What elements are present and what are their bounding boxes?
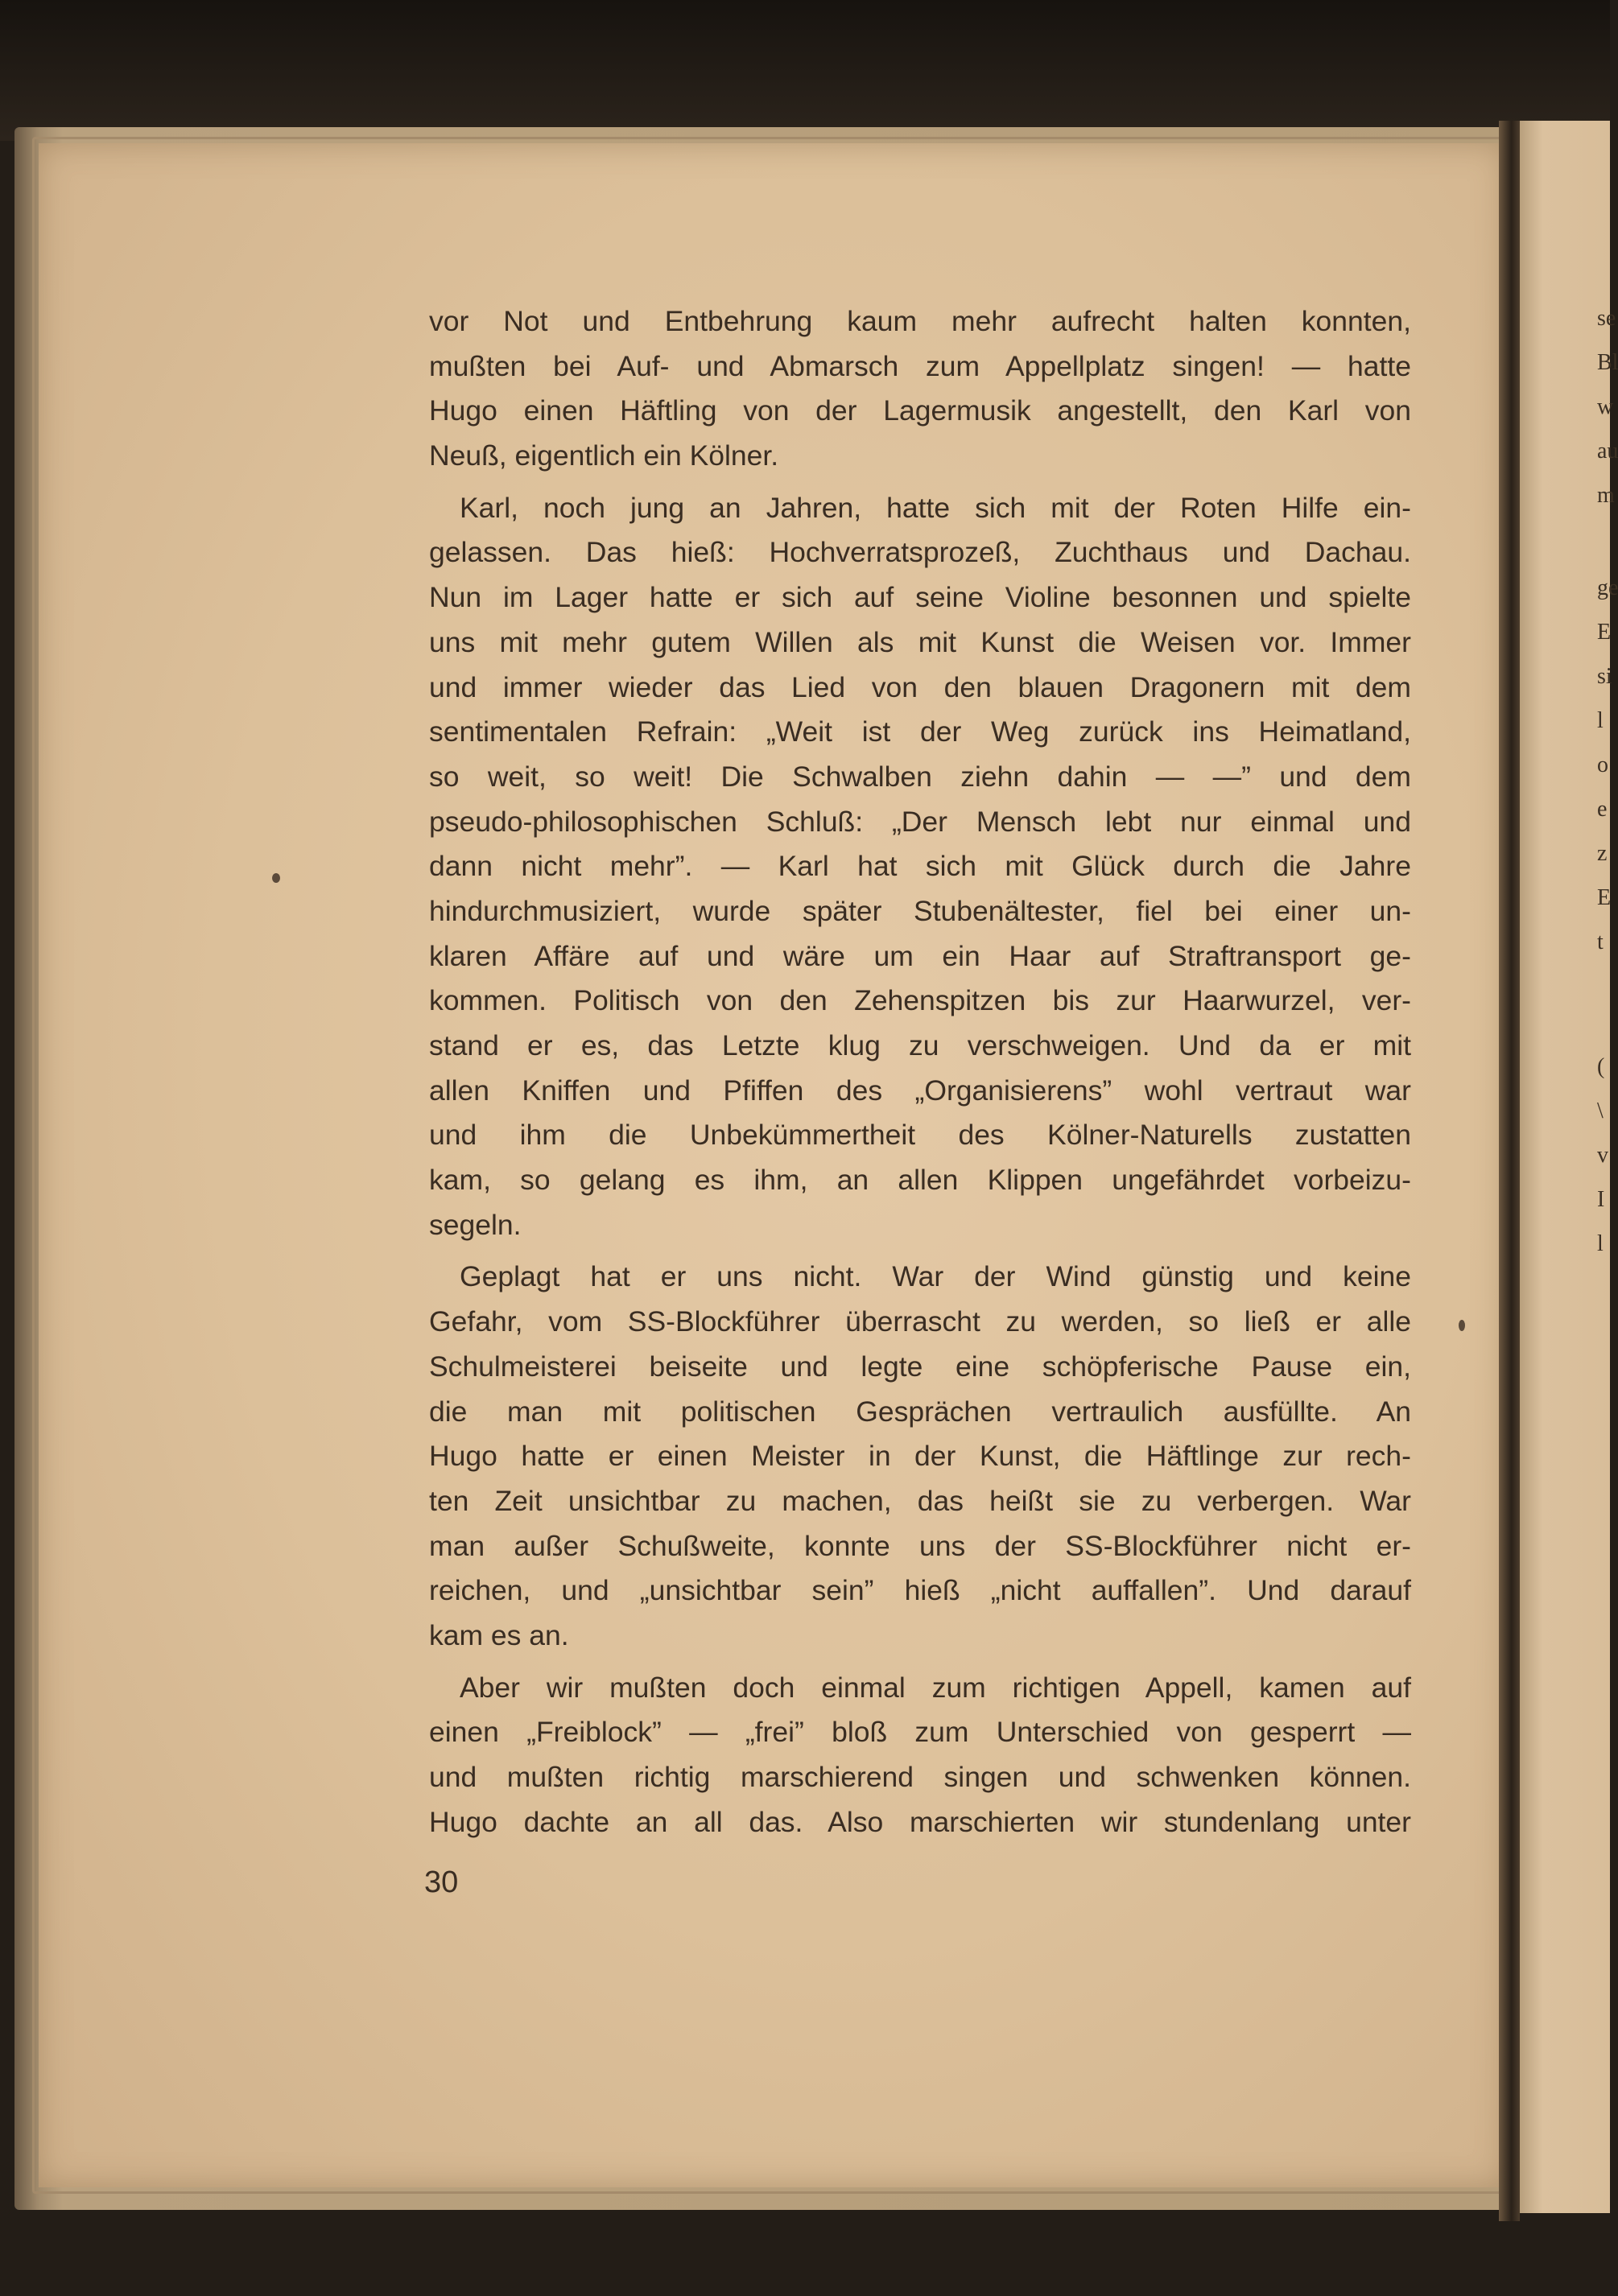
- text-line: allen Kniffen und Pfiffen des „Organisierens” wohl vertraut war: [429, 1074, 1411, 1107]
- paragraph: [429, 299, 1411, 479]
- text-line: kam es an.: [429, 1618, 569, 1651]
- paragraph: [429, 1666, 1411, 1845]
- adjacent-page-fragment: e: [1597, 797, 1608, 822]
- text-line: Hugo hatte er einen Meister in der Kunst, die Häftlinge zur rech-: [429, 1440, 1411, 1473]
- paragraph: [429, 486, 1411, 1248]
- text-line: man außer Schußweite, konnte uns der SS-Blockführer nicht er-: [429, 1529, 1411, 1562]
- text-line: kam, so gelang es ihm, an allen Klippen ungefährdet vorbeizu-: [429, 1164, 1411, 1197]
- adjacent-page-fragment: w: [1597, 394, 1614, 419]
- adjacent-page-fragment: Bl: [1597, 350, 1618, 375]
- text-line: Schulmeisterei beiseite und legte eine schöpferische Pause ein,: [429, 1350, 1411, 1383]
- paragraph: [429, 1255, 1411, 1658]
- text-line: uns mit mehr gutem Willen als mit Kunst die Weisen vor. Immer: [429, 625, 1411, 658]
- text-line: und ihm die Unbekümmertheit des Kölner-Naturells zustatten: [429, 1119, 1411, 1152]
- adjacent-page-fragment: (: [1597, 1054, 1605, 1079]
- paragraph-gap: [429, 479, 1411, 486]
- text-line: die man mit politischen Gesprächen vertraulich ausfüllte. An: [429, 1395, 1411, 1428]
- text-line: Gefahr, vom SS-Blockführer überrascht zu werden, so ließ er alle: [429, 1305, 1411, 1338]
- adjacent-page-fragment: I: [1597, 1187, 1605, 1212]
- book-gutter: [1499, 121, 1520, 2221]
- text-line: dann nicht mehr”. — Karl hat sich mit Glück durch die Jahre: [429, 850, 1411, 883]
- text-line: Hugo einen Häftling von der Lagermusik angestellt, den Karl von: [429, 394, 1411, 427]
- dark-background: [0, 0, 1610, 141]
- adjacent-page: [1520, 121, 1618, 2213]
- text-line: gelassen. Das hieß: Hochverratsprozeß, Zuchthaus und Dachau.: [429, 536, 1411, 569]
- text-line: Geplagt hat er uns nicht. War der Wind günstig und keine: [460, 1260, 1411, 1293]
- body-text: [429, 299, 1411, 1845]
- text-line: ten Zeit unsichtbar zu machen, das heißt sie zu verbergen. War: [429, 1484, 1411, 1517]
- text-line: klaren Affäre auf und wäre um ein Haar auf Straftransport ge-: [429, 939, 1411, 972]
- text-line: sentimentalen Refrain: „Weit ist der Weg zurück ins Heimatland,: [429, 715, 1411, 748]
- text-line: und mußten richtig marschierend singen und schwenken können.: [429, 1761, 1411, 1793]
- adjacent-page-fragment: E: [1597, 620, 1612, 645]
- adjacent-page-fragment: si: [1597, 664, 1612, 689]
- text-line: stand er es, das Letzte klug zu verschweigen. Und da er mit: [429, 1029, 1411, 1061]
- text-line: kommen. Politisch von den Zehenspitzen bis zur Haarwurzel, ver-: [429, 984, 1411, 1017]
- adjacent-page-fragment: au: [1597, 439, 1618, 464]
- text-line: und immer wieder das Lied von den blauen Dragonern mit dem: [429, 670, 1411, 703]
- text-line: Hugo dachte an all das. Also marschierten wir stundenlang unter: [429, 1805, 1411, 1838]
- adjacent-page-fragment: ge: [1597, 575, 1618, 600]
- text-line: Karl, noch jung an Jahren, hatte sich mit der Roten Hilfe ein-: [460, 491, 1411, 524]
- paragraph-gap: [429, 1659, 1411, 1666]
- text-line: reichen, und „unsichtbar sein” hieß „nicht auffallen”. Und darauf: [429, 1574, 1411, 1607]
- text-line: so weit, so weit! Die Schwalben ziehn dahin — —” und dem: [429, 760, 1411, 793]
- paper-speck: [1459, 1320, 1465, 1331]
- adjacent-page-fragment: v: [1597, 1143, 1608, 1168]
- adjacent-page-fragment: \: [1597, 1099, 1604, 1123]
- paragraph-gap: [429, 1247, 1411, 1255]
- text-line: vor Not und Entbehrung kaum mehr aufrecht halten konnten,: [429, 305, 1411, 337]
- adjacent-page-fragment: t: [1597, 930, 1604, 954]
- text-line: segeln.: [429, 1208, 522, 1241]
- text-line: pseudo-philosophischen Schluß: „Der Mensch lebt nur einmal und: [429, 805, 1411, 838]
- text-line: Nun im Lager hatte er sich auf seine Violine besonnen und spielte: [429, 581, 1411, 614]
- adjacent-page-fragment: se: [1597, 306, 1616, 331]
- text-line: Aber wir mußten doch einmal zum richtigen Appell, kamen auf: [460, 1671, 1411, 1704]
- text-line: mußten bei Auf- und Abmarsch zum Appellplatz singen! — hatte: [429, 349, 1411, 382]
- text-line: hindurchmusiziert, wurde später Stubenältester, fiel bei einer un-: [429, 894, 1411, 927]
- adjacent-page-fragment: l: [1597, 1231, 1604, 1256]
- page-number: 30: [424, 1865, 459, 1899]
- adjacent-page-fragment: m: [1597, 483, 1615, 508]
- adjacent-page-fragment: l: [1597, 708, 1604, 733]
- paper-speck: [272, 873, 280, 883]
- adjacent-page-fragment: o: [1597, 752, 1608, 777]
- text-line: Neuß, eigentlich ein Kölner.: [429, 439, 779, 472]
- adjacent-page-fragment: E: [1597, 885, 1612, 910]
- adjacent-page-fragment: z: [1597, 841, 1608, 866]
- text-line: einen „Freiblock” — „frei” bloß zum Unterschied von gesperrt —: [429, 1716, 1411, 1749]
